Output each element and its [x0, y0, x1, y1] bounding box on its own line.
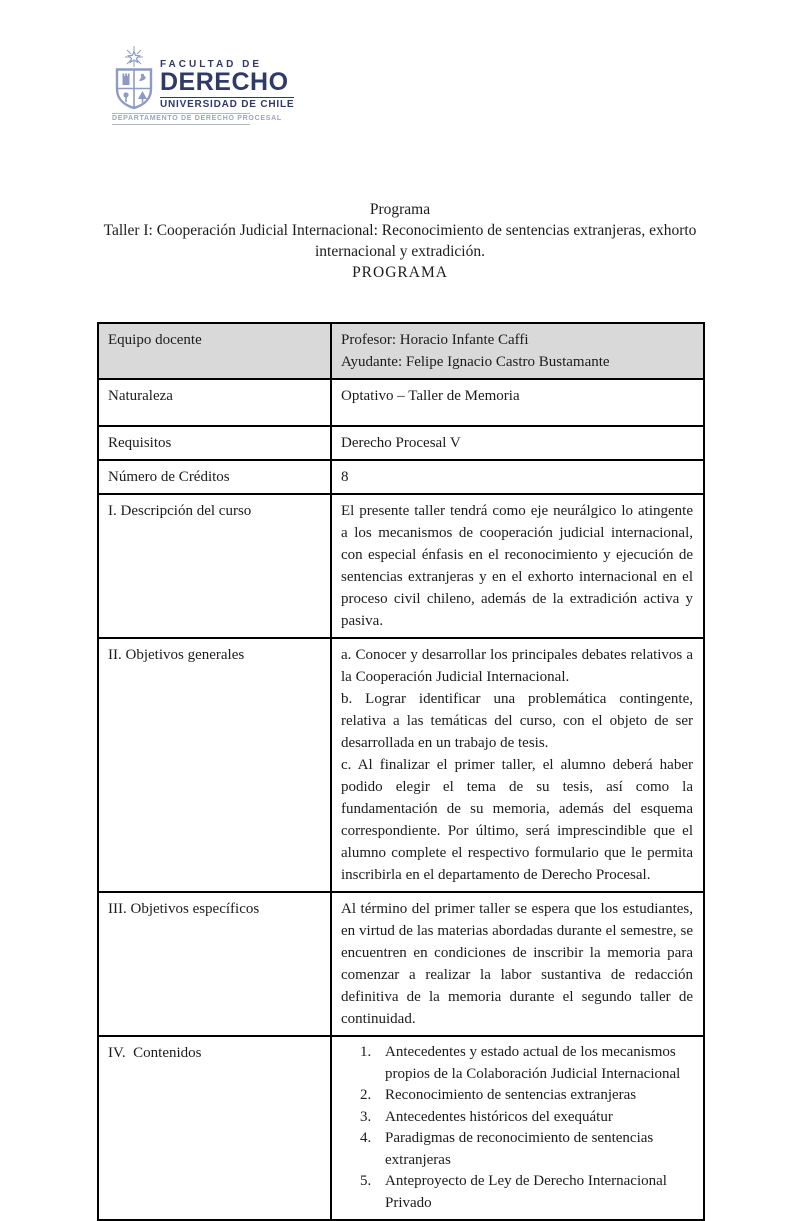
objetivo-b: b. Lograr identificar una problemática contingente, relativa a las temáticas del curso, con el objeto de ser desarrollada en un trabajo de tesis. — [341, 691, 693, 751]
row-value-equipo-docente — [331, 323, 704, 379]
ayudante-line: Ayudante: Felipe Ignacio Castro Bustamante — [341, 354, 610, 370]
row-label-equipo-docente: Equipo docente — [98, 323, 331, 379]
contenidos-item: 1. Antecedentes y estado actual de los mecanismos propios de la Colaboración Judicial Internacional — [375, 1042, 693, 1085]
row-value-requisitos: Derecho Procesal V — [331, 426, 704, 460]
university-crest-icon — [112, 46, 156, 110]
objetivos-especificos-text: Al término del primer taller se espera que los estudiantes, en virtud de las materias abordadas durante el semestre, se encuentren en condiciones de inscribir la memoria para comenzar a realizar la labor sustantiva de redacción definitiva de la memoria durante el segundo taller de continuidad. — [341, 901, 693, 1027]
logo-wordmark — [160, 46, 294, 110]
table-row-contenidos — [98, 1036, 704, 1220]
table-row-requisitos — [98, 426, 704, 460]
logo-facultad-de: FACULTAD DE — [160, 59, 263, 70]
row-label-requisitos: Requisitos — [98, 426, 331, 460]
title-block — [80, 199, 720, 283]
row-label-objetivos-especificos: III. Objetivos específicos — [98, 892, 331, 1036]
row-label-naturaleza: Naturaleza — [98, 379, 331, 426]
row-label-creditos: Número de Créditos — [98, 460, 331, 494]
row-label-objetivos-generales: II. Objetivos generales — [98, 638, 331, 892]
row-value-contenidos — [331, 1036, 704, 1220]
logo-departamento-banner: DEPARTAMENTO DE DERECHO PROCESAL — [112, 113, 250, 125]
row-value-naturaleza: Optativo – Taller de Memoria — [331, 379, 704, 426]
table-row-objetivos-generales — [98, 638, 704, 892]
programa-heading: PROGRAMA — [352, 264, 448, 281]
title-programa: Programa — [369, 201, 431, 218]
table-row-descripcion — [98, 494, 704, 638]
table-row-naturaleza — [98, 379, 704, 426]
row-label-contenidos: IV. Contenidos — [98, 1036, 331, 1220]
title-taller: Taller I: Cooperación Judicial Internacional: Reconocimiento de sentencias extranjeras, exhorto internacional y extradición. — [103, 222, 697, 260]
row-value-creditos: 8 — [331, 460, 704, 494]
program-table — [97, 322, 705, 1221]
row-value-objetivos-generales — [331, 638, 704, 892]
objetivo-a: a. Conocer y desarrollar los principales debates relativos a la Cooperación Judicial Internacional. — [341, 647, 693, 685]
table-row-equipo-docente — [98, 323, 704, 379]
logo-universidad-de-chile: UNIVERSIDAD DE CHILE — [160, 98, 295, 110]
row-value-objetivos-especificos — [331, 892, 704, 1036]
descripcion-text: El presente taller tendrá como eje neurálgico lo atingente a los mecanismos de cooperación judicial internacional, con especial énfasis en el reconocimiento y ejecución de sentencias extranjeras y en el exhorto internacional en el proceso civil chileno, además de la extradición activa y pasiva. — [341, 503, 693, 629]
contenidos-item: 2. Reconocimiento de sentencias extranjeras — [375, 1085, 693, 1107]
table-row-objetivos-especificos — [98, 892, 704, 1036]
contenidos-item: 5. Anteproyecto de Ley de Derecho Internacional Privado — [375, 1171, 693, 1214]
objetivo-c: c. Al finalizar el primer taller, el alumno deberá haber podido elegir el tema de su tesis, así como la fundamentación de su memoria, además del esquema correspondiente. Por último, será imprescindible que el alumno complete el respectivo formulario que le permita inscribirla en el departamento de Derecho Procesal. — [341, 757, 693, 883]
logo-row — [112, 46, 295, 110]
table-row-creditos — [98, 460, 704, 494]
row-value-descripcion — [331, 494, 704, 638]
contenidos-item: 3. Antecedentes históricos del exequátur — [375, 1107, 693, 1129]
logo-derecho: DERECHO — [160, 68, 289, 96]
contenidos-item: 4. Paradigmas de reconocimiento de sentencias extranjeras — [375, 1128, 693, 1171]
row-label-descripcion: I. Descripción del curso — [98, 494, 331, 638]
university-logo — [112, 46, 295, 125]
contenidos-list — [341, 1042, 693, 1214]
profesor-line: Profesor: Horacio Infante Caffi — [341, 332, 529, 348]
